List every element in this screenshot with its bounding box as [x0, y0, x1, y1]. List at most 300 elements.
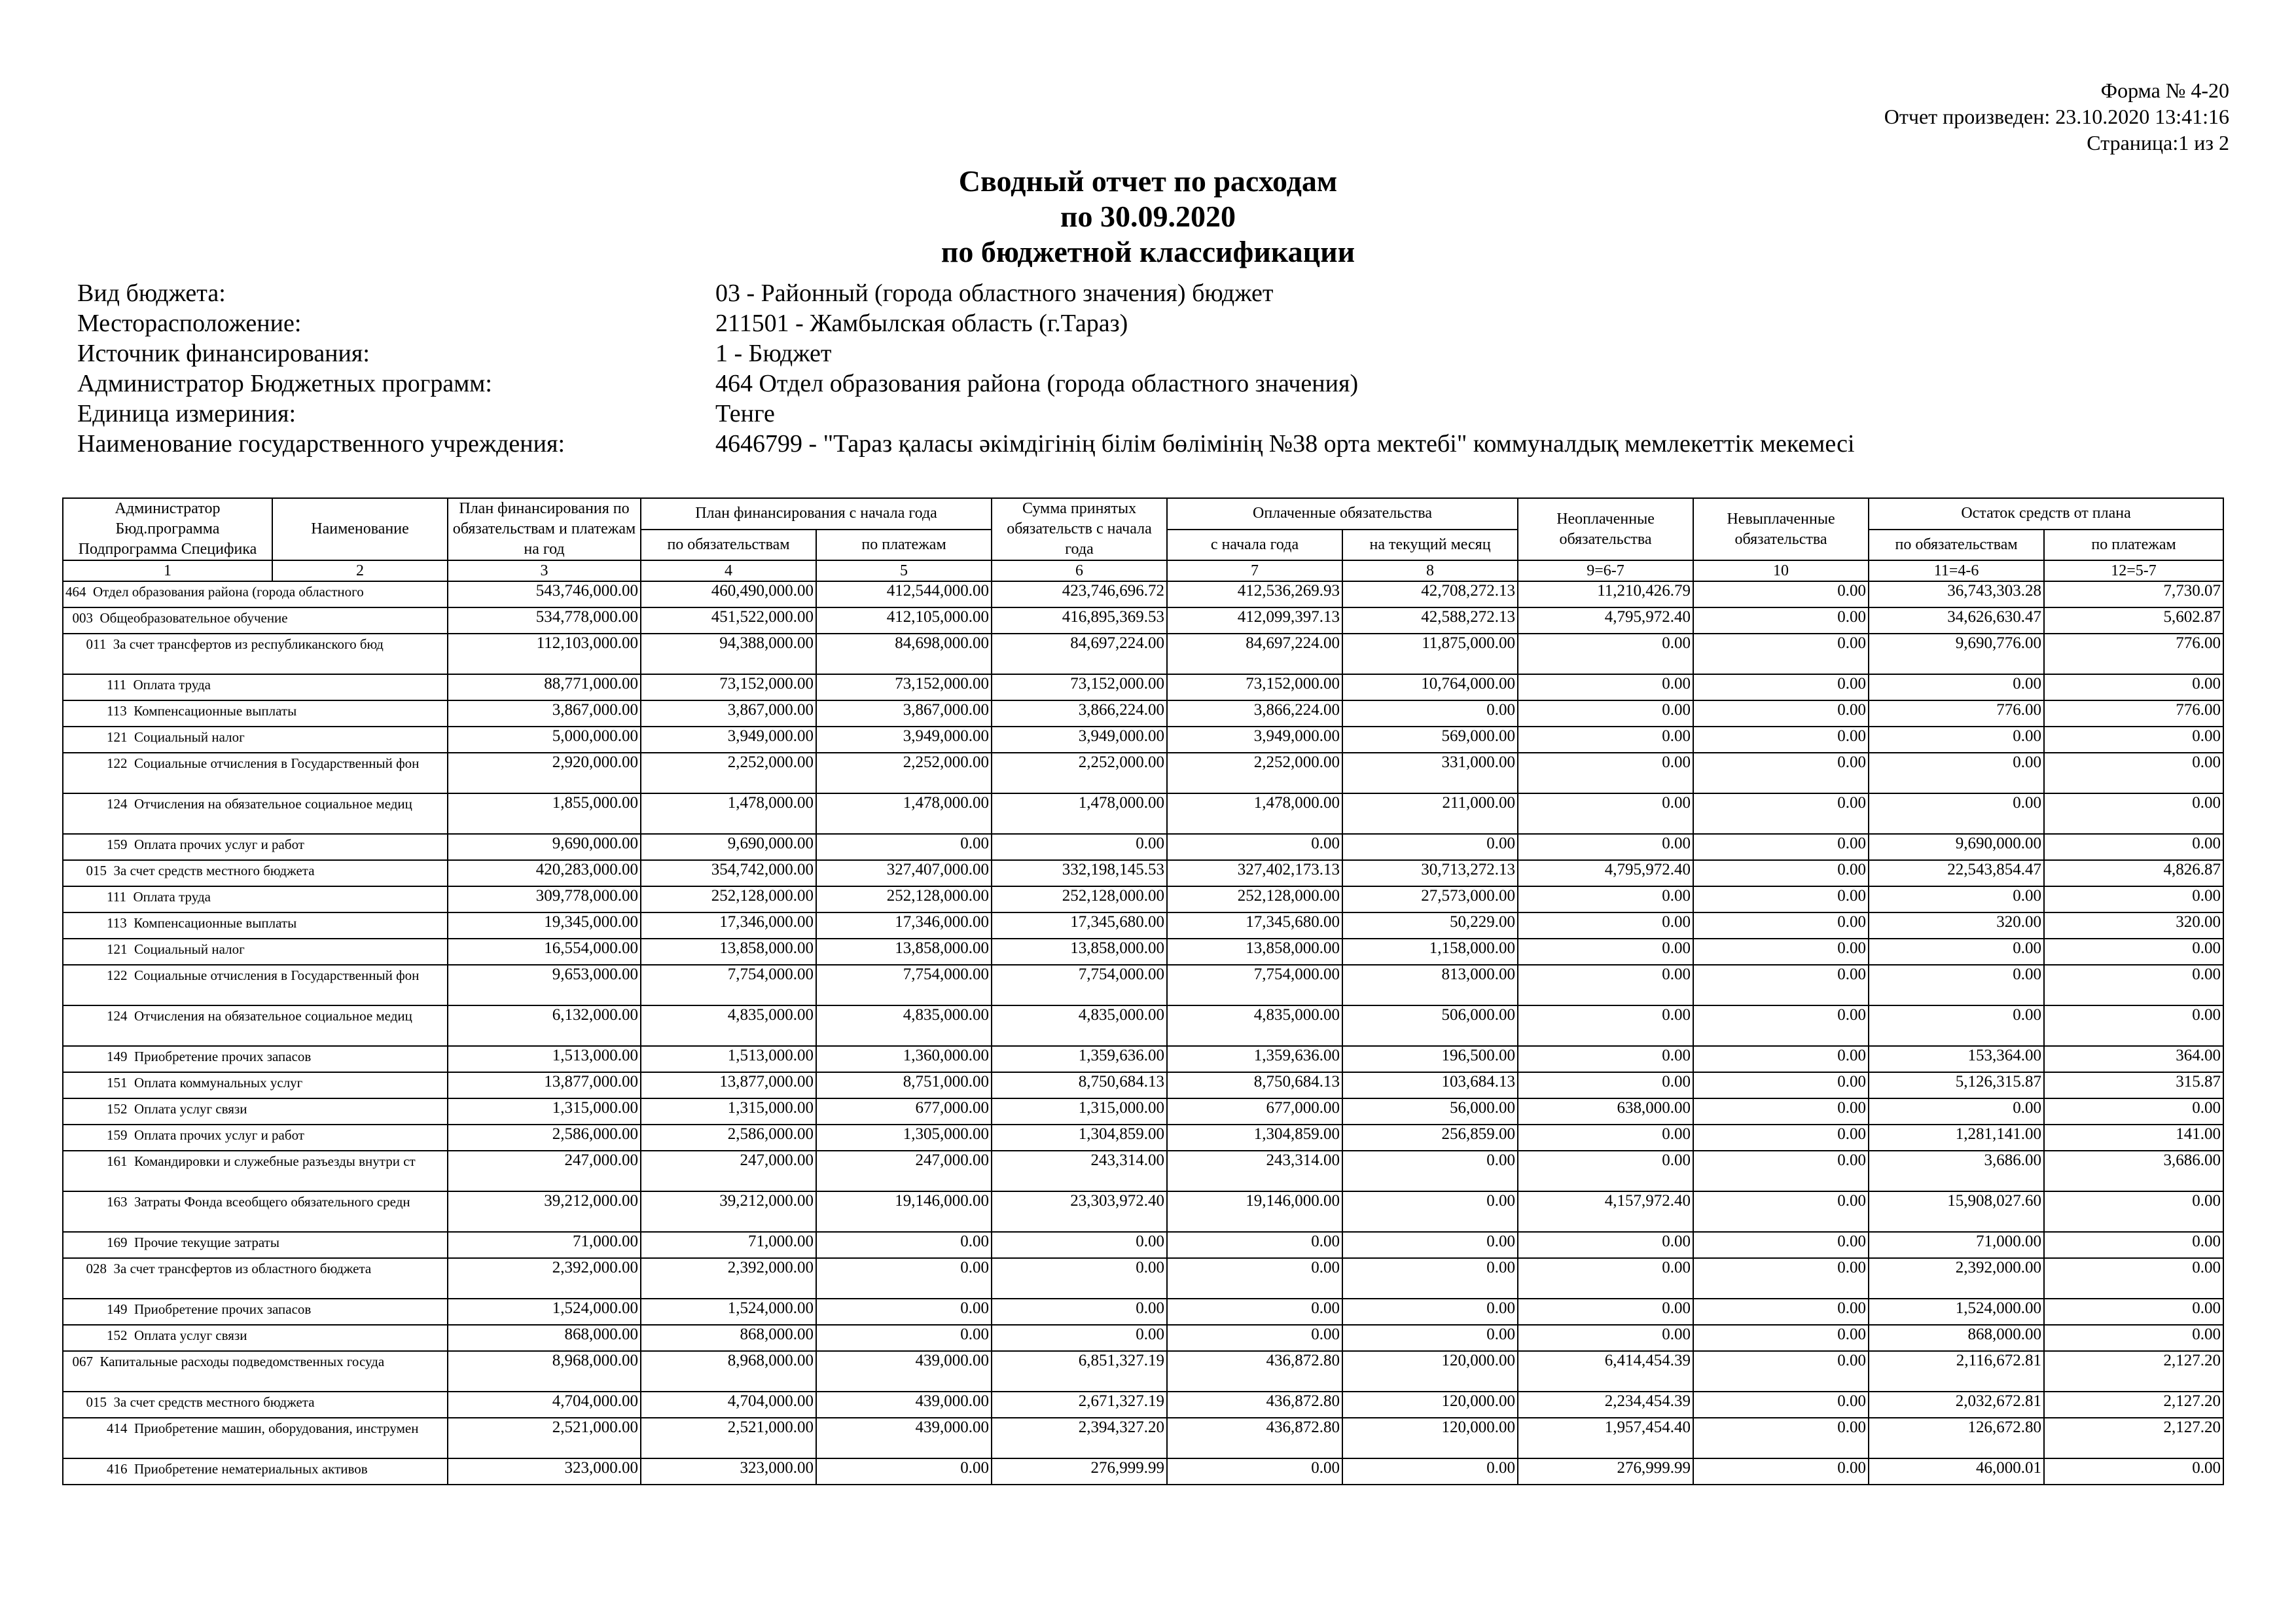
cell-value: 13,858,000.00: [816, 939, 992, 965]
row-label: 121 Социальный налог: [63, 727, 448, 753]
cell-value: 0.00: [1518, 965, 1693, 1005]
table-row: [63, 1046, 2223, 1072]
table-row: [63, 1098, 2223, 1125]
cell-value: 1,478,000.00: [816, 793, 992, 834]
cell-value: 0.00: [1693, 607, 1869, 634]
col-header-plan-obl: по обязательствам: [641, 530, 816, 561]
cell-value: 1,478,000.00: [641, 793, 816, 834]
col-header-unpaid: Неоплаченные обязательства: [1518, 498, 1693, 560]
cell-value: 0.00: [1518, 1072, 1693, 1098]
cell-value: 0.00: [2044, 1098, 2223, 1125]
cell-value: 0.00: [1693, 834, 1869, 860]
param-label: Вид бюджета:: [77, 280, 226, 307]
column-number: 8: [1342, 560, 1518, 581]
cell-value: 30,713,272.13: [1342, 860, 1518, 886]
row-label: 152 Оплата услуг связи: [63, 1098, 448, 1125]
cell-value: 0.00: [1869, 1005, 2044, 1046]
cell-value: 315.87: [2044, 1072, 2223, 1098]
cell-value: 120,000.00: [1342, 1418, 1518, 1458]
column-numbers-row: [63, 560, 2223, 581]
cell-value: 88,771,000.00: [448, 674, 641, 700]
cell-value: 112,103,000.00: [448, 634, 641, 674]
cell-value: 439,000.00: [816, 1418, 992, 1458]
cell-value: 0.00: [1693, 793, 1869, 834]
cell-value: 677,000.00: [1167, 1098, 1342, 1125]
column-number: 10: [1693, 560, 1869, 581]
cell-value: 2,394,327.20: [992, 1418, 1167, 1458]
cell-value: 320.00: [1869, 912, 2044, 939]
cell-value: 2,127.20: [2044, 1392, 2223, 1418]
cell-value: 141.00: [2044, 1125, 2223, 1151]
cell-value: 776.00: [2044, 700, 2223, 727]
cell-value: 776.00: [2044, 634, 2223, 674]
cell-value: 0.00: [2044, 1458, 2223, 1485]
cell-value: 0.00: [816, 1232, 992, 1258]
row-label: 169 Прочие текущие затраты: [63, 1232, 448, 1258]
title-line-2: по 30.09.2020: [1060, 200, 1236, 233]
cell-value: 868,000.00: [1869, 1325, 2044, 1351]
row-label: 111 Оплата труда: [63, 674, 448, 700]
cell-value: 2,032,672.81: [1869, 1392, 2044, 1418]
cell-value: 0.00: [1518, 1151, 1693, 1191]
cell-value: 4,835,000.00: [992, 1005, 1167, 1046]
cell-value: 0.00: [1167, 1325, 1342, 1351]
cell-value: 436,872.80: [1167, 1418, 1342, 1458]
row-label: 151 Оплата коммунальных услуг: [63, 1072, 448, 1098]
param-label: Месторасположение:: [77, 310, 302, 337]
cell-value: 0.00: [1518, 700, 1693, 727]
cell-value: 0.00: [1342, 1458, 1518, 1485]
cell-value: 412,105,000.00: [816, 607, 992, 634]
cell-value: 0.00: [1342, 1191, 1518, 1232]
cell-value: 0.00: [2044, 1191, 2223, 1232]
cell-value: 0.00: [1693, 1258, 1869, 1299]
cell-value: 3,867,000.00: [816, 700, 992, 727]
cell-value: 0.00: [1693, 1299, 1869, 1325]
row-label: 113 Компенсационные выплаты: [63, 700, 448, 727]
row-label: 124 Отчисления на обязательное социальное медиц: [63, 1005, 448, 1046]
cell-value: 451,522,000.00: [641, 607, 816, 634]
cell-value: 4,795,972.40: [1518, 607, 1693, 634]
cell-value: 17,346,000.00: [816, 912, 992, 939]
cell-value: 252,128,000.00: [816, 886, 992, 912]
cell-value: 3,867,000.00: [641, 700, 816, 727]
cell-value: 0.00: [1342, 1151, 1518, 1191]
col-header-paid-month: на текущий месяц: [1342, 530, 1518, 561]
cell-value: 50,229.00: [1342, 912, 1518, 939]
cell-value: 1,158,000.00: [1342, 939, 1518, 965]
cell-value: 0.00: [1693, 1458, 1869, 1485]
cell-value: 0.00: [2044, 727, 2223, 753]
col-header-admin: Администратор Бюд.программа Подпрограмма Специфика: [63, 498, 272, 560]
cell-value: 9,690,000.00: [641, 834, 816, 860]
cell-value: 1,304,859.00: [1167, 1125, 1342, 1151]
column-number: 2: [272, 560, 448, 581]
cell-value: 412,536,269.93: [1167, 581, 1342, 607]
row-label: 122 Социальные отчисления в Государственный фон: [63, 753, 448, 793]
table-row: [63, 581, 2223, 607]
table-row: [63, 834, 2223, 860]
cell-value: 0.00: [1518, 1125, 1693, 1151]
cell-value: 0.00: [1693, 581, 1869, 607]
cell-value: 256,859.00: [1342, 1125, 1518, 1151]
row-label: 124 Отчисления на обязательное социальное медиц: [63, 793, 448, 834]
param-row: [77, 429, 1855, 459]
cell-value: 0.00: [1342, 834, 1518, 860]
cell-value: 420,283,000.00: [448, 860, 641, 886]
cell-value: 0.00: [1693, 1351, 1869, 1392]
cell-value: 0.00: [1518, 1232, 1693, 1258]
param-value: 1 - Бюджет: [715, 340, 832, 367]
row-label: 152 Оплата услуг связи: [63, 1325, 448, 1351]
cell-value: 2,392,000.00: [1869, 1258, 2044, 1299]
cell-value: 0.00: [2044, 886, 2223, 912]
cell-value: 331,000.00: [1342, 753, 1518, 793]
cell-value: 0.00: [2044, 965, 2223, 1005]
cell-value: 10,764,000.00: [1342, 674, 1518, 700]
cell-value: 126,672.80: [1869, 1418, 2044, 1458]
row-label: 015 За счет средств местного бюджета: [63, 1392, 448, 1418]
cell-value: 0.00: [1693, 1005, 1869, 1046]
cell-value: 0.00: [1342, 1325, 1518, 1351]
column-number: 7: [1167, 560, 1342, 581]
cell-value: 3,686.00: [1869, 1151, 2044, 1191]
title-line-3: по бюджетной классификации: [941, 235, 1355, 268]
col-header-accepted: Сумма принятых обязательств с начала года: [992, 498, 1167, 560]
cell-value: 0.00: [992, 1258, 1167, 1299]
cell-value: 6,132,000.00: [448, 1005, 641, 1046]
cell-value: 543,746,000.00: [448, 581, 641, 607]
table-row: [63, 1005, 2223, 1046]
cell-value: 0.00: [2044, 1325, 2223, 1351]
cell-value: 2,127.20: [2044, 1418, 2223, 1458]
cell-value: 2,920,000.00: [448, 753, 641, 793]
form-number: Форма № 4-20: [2100, 79, 2229, 102]
column-number: 9=6-7: [1518, 560, 1693, 581]
cell-value: 0.00: [2044, 1299, 2223, 1325]
cell-value: 8,750,684.13: [1167, 1072, 1342, 1098]
table-row: [63, 1125, 2223, 1151]
col-header-plan: План финансирования по обязательствам и платежам на год: [448, 498, 641, 560]
cell-value: 196,500.00: [1342, 1046, 1518, 1072]
cell-value: 0.00: [1518, 834, 1693, 860]
cell-value: 94,388,000.00: [641, 634, 816, 674]
cell-value: 1,524,000.00: [448, 1299, 641, 1325]
cell-value: 17,345,680.00: [1167, 912, 1342, 939]
cell-value: 1,524,000.00: [641, 1299, 816, 1325]
expenses-table: [62, 497, 2224, 1485]
cell-value: 323,000.00: [641, 1458, 816, 1485]
cell-value: 5,602.87: [2044, 607, 2223, 634]
cell-value: 71,000.00: [1869, 1232, 2044, 1258]
row-label: 122 Социальные отчисления в Государственный фон: [63, 965, 448, 1005]
cell-value: 2,252,000.00: [1167, 753, 1342, 793]
cell-value: 813,000.00: [1342, 965, 1518, 1005]
cell-value: 73,152,000.00: [816, 674, 992, 700]
cell-value: 868,000.00: [641, 1325, 816, 1351]
report-title: [0, 164, 2296, 270]
cell-value: 1,359,636.00: [992, 1046, 1167, 1072]
cell-value: 0.00: [816, 834, 992, 860]
param-value: 464 Отдел образования района (города областного значения): [715, 370, 1359, 397]
cell-value: 13,877,000.00: [448, 1072, 641, 1098]
cell-value: 320.00: [2044, 912, 2223, 939]
cell-value: 73,152,000.00: [992, 674, 1167, 700]
table-row: [63, 674, 2223, 700]
table-row: [63, 1191, 2223, 1232]
col-header-plan-start: План финансирования с начала года: [641, 498, 992, 530]
cell-value: 0.00: [1167, 1258, 1342, 1299]
generated-timestamp: Отчет произведен: 23.10.2020 13:41:16: [1884, 105, 2229, 128]
row-label: 163 Затраты Фонда всеобщего обязательного средн: [63, 1191, 448, 1232]
cell-value: 5,000,000.00: [448, 727, 641, 753]
table-header: [63, 498, 2223, 581]
cell-value: 677,000.00: [816, 1098, 992, 1125]
cell-value: 1,957,454.40: [1518, 1418, 1693, 1458]
cell-value: 0.00: [1869, 674, 2044, 700]
cell-value: 1,315,000.00: [448, 1098, 641, 1125]
cell-value: 0.00: [1167, 834, 1342, 860]
cell-value: 0.00: [1693, 965, 1869, 1005]
param-row: [77, 399, 1855, 429]
cell-value: 6,414,454.39: [1518, 1351, 1693, 1392]
cell-value: 1,478,000.00: [1167, 793, 1342, 834]
cell-value: 506,000.00: [1342, 1005, 1518, 1046]
cell-value: 19,146,000.00: [1167, 1191, 1342, 1232]
col-header-notpaid: Невыплаченные обязательства: [1693, 498, 1869, 560]
cell-value: 252,128,000.00: [1167, 886, 1342, 912]
cell-value: 0.00: [1869, 939, 2044, 965]
param-label: Наименование государственного учреждения:: [77, 430, 565, 458]
row-label: 011 За счет трансфертов из республиканского бюд: [63, 634, 448, 674]
cell-value: 416,895,369.53: [992, 607, 1167, 634]
col-header-rest-pay: по платежам: [2044, 530, 2223, 561]
cell-value: 0.00: [1693, 1325, 1869, 1351]
cell-value: 39,212,000.00: [641, 1191, 816, 1232]
cell-value: 73,152,000.00: [641, 674, 816, 700]
cell-value: 0.00: [1869, 965, 2044, 1005]
cell-value: 0.00: [1693, 700, 1869, 727]
cell-value: 11,210,426.79: [1518, 581, 1693, 607]
cell-value: 120,000.00: [1342, 1392, 1518, 1418]
cell-value: 2,127.20: [2044, 1351, 2223, 1392]
cell-value: 0.00: [816, 1325, 992, 1351]
cell-value: 27,573,000.00: [1342, 886, 1518, 912]
cell-value: 22,543,854.47: [1869, 860, 2044, 886]
row-label: 113 Компенсационные выплаты: [63, 912, 448, 939]
cell-value: 0.00: [816, 1299, 992, 1325]
col-header-paid-start: с начала года: [1167, 530, 1342, 561]
cell-value: 0.00: [1693, 1418, 1869, 1458]
param-row: [77, 369, 1855, 399]
cell-value: 17,345,680.00: [992, 912, 1167, 939]
cell-value: 0.00: [2044, 753, 2223, 793]
cell-value: 0.00: [1869, 793, 2044, 834]
cell-value: 2,252,000.00: [816, 753, 992, 793]
cell-value: 0.00: [1693, 1046, 1869, 1072]
cell-value: 423,746,696.72: [992, 581, 1167, 607]
cell-value: 7,754,000.00: [816, 965, 992, 1005]
cell-value: 247,000.00: [641, 1151, 816, 1191]
cell-value: 0.00: [992, 834, 1167, 860]
cell-value: 16,554,000.00: [448, 939, 641, 965]
param-value: 4646799 - "Тараз қаласы әкімдігінің білім бөлімінің №38 орта мектебі" коммуналдық мемлекеттік мекемесі: [715, 430, 1855, 458]
cell-value: 0.00: [1342, 1299, 1518, 1325]
row-label: 111 Оплата труда: [63, 886, 448, 912]
cell-value: 0.00: [1342, 700, 1518, 727]
row-label: 003 Общеобразовательное обучение: [63, 607, 448, 634]
cell-value: 7,754,000.00: [992, 965, 1167, 1005]
col-header-paid: Оплаченные обязательства: [1167, 498, 1518, 530]
cell-value: 0.00: [1869, 1098, 2044, 1125]
cell-value: 13,858,000.00: [1167, 939, 1342, 965]
cell-value: 412,099,397.13: [1167, 607, 1342, 634]
table-row: [63, 886, 2223, 912]
cell-value: 0.00: [1518, 1325, 1693, 1351]
table-row: [63, 634, 2223, 674]
cell-value: 868,000.00: [448, 1325, 641, 1351]
cell-value: 436,872.80: [1167, 1392, 1342, 1418]
cell-value: 71,000.00: [641, 1232, 816, 1258]
row-label: 159 Оплата прочих услуг и работ: [63, 834, 448, 860]
row-label: 149 Приобретение прочих запасов: [63, 1046, 448, 1072]
report-meta: [1884, 77, 2229, 156]
cell-value: 4,704,000.00: [641, 1392, 816, 1418]
cell-value: 0.00: [1518, 1258, 1693, 1299]
cell-value: 0.00: [1518, 1046, 1693, 1072]
cell-value: 4,835,000.00: [641, 1005, 816, 1046]
col-header-rest: Остаток средств от плана: [1869, 498, 2223, 530]
column-number: 12=5-7: [2044, 560, 2223, 581]
cell-value: 4,826.87: [2044, 860, 2223, 886]
cell-value: 7,754,000.00: [641, 965, 816, 1005]
cell-value: 0.00: [1693, 727, 1869, 753]
table-row: [63, 1072, 2223, 1098]
col-header-name: Наименование: [272, 498, 448, 560]
row-label: 015 За счет средств местного бюджета: [63, 860, 448, 886]
cell-value: 0.00: [1693, 939, 1869, 965]
row-label: 159 Оплата прочих услуг и работ: [63, 1125, 448, 1151]
cell-value: 0.00: [1518, 1299, 1693, 1325]
cell-value: 0.00: [992, 1299, 1167, 1325]
cell-value: 412,544,000.00: [816, 581, 992, 607]
cell-value: 0.00: [1693, 886, 1869, 912]
column-number: 4: [641, 560, 816, 581]
cell-value: 15,908,027.60: [1869, 1191, 2044, 1232]
cell-value: 17,346,000.00: [641, 912, 816, 939]
cell-value: 2,234,454.39: [1518, 1392, 1693, 1418]
cell-value: 0.00: [1693, 674, 1869, 700]
cell-value: 8,750,684.13: [992, 1072, 1167, 1098]
cell-value: 2,586,000.00: [641, 1125, 816, 1151]
cell-value: 0.00: [1693, 1151, 1869, 1191]
cell-value: 2,586,000.00: [448, 1125, 641, 1151]
row-label: 416 Приобретение нематериальных активов: [63, 1458, 448, 1485]
table-row: [63, 1232, 2223, 1258]
cell-value: 1,513,000.00: [641, 1046, 816, 1072]
cell-value: 0.00: [816, 1258, 992, 1299]
cell-value: 1,524,000.00: [1869, 1299, 2044, 1325]
table-row: [63, 753, 2223, 793]
cell-value: 0.00: [1518, 886, 1693, 912]
cell-value: 1,315,000.00: [641, 1098, 816, 1125]
table-row: [63, 607, 2223, 634]
column-number: 6: [992, 560, 1167, 581]
cell-value: 0.00: [1869, 753, 2044, 793]
cell-value: 120,000.00: [1342, 1351, 1518, 1392]
cell-value: 0.00: [2044, 834, 2223, 860]
cell-value: 0.00: [1518, 939, 1693, 965]
row-label: 161 Командировки и служебные разъезды внутри ст: [63, 1151, 448, 1191]
report-parameters: [77, 278, 1855, 459]
cell-value: 0.00: [1693, 1392, 1869, 1418]
cell-value: 364.00: [2044, 1046, 2223, 1072]
cell-value: 19,345,000.00: [448, 912, 641, 939]
table-row: [63, 1258, 2223, 1299]
cell-value: 252,128,000.00: [641, 886, 816, 912]
cell-value: 252,128,000.00: [992, 886, 1167, 912]
cell-value: 5,126,315.87: [1869, 1072, 2044, 1098]
cell-value: 0.00: [2044, 1005, 2223, 1046]
param-label: Источник финансирования:: [77, 340, 370, 367]
cell-value: 0.00: [1693, 912, 1869, 939]
table-row: [63, 1299, 2223, 1325]
cell-value: 1,304,859.00: [992, 1125, 1167, 1151]
cell-value: 3,949,000.00: [816, 727, 992, 753]
cell-value: 534,778,000.00: [448, 607, 641, 634]
cell-value: 0.00: [2044, 793, 2223, 834]
cell-value: 276,999.99: [1518, 1458, 1693, 1485]
cell-value: 9,653,000.00: [448, 965, 641, 1005]
cell-value: 7,754,000.00: [1167, 965, 1342, 1005]
cell-value: 1,315,000.00: [992, 1098, 1167, 1125]
cell-value: 243,314.00: [1167, 1151, 1342, 1191]
cell-value: 13,858,000.00: [992, 939, 1167, 965]
cell-value: 0.00: [1693, 1232, 1869, 1258]
cell-value: 332,198,145.53: [992, 860, 1167, 886]
row-label: 121 Социальный налог: [63, 939, 448, 965]
cell-value: 327,402,173.13: [1167, 860, 1342, 886]
cell-value: 0.00: [992, 1325, 1167, 1351]
column-number: 1: [63, 560, 272, 581]
cell-value: 11,875,000.00: [1342, 634, 1518, 674]
cell-value: 8,751,000.00: [816, 1072, 992, 1098]
cell-value: 84,697,224.00: [1167, 634, 1342, 674]
cell-value: 436,872.80: [1167, 1351, 1342, 1392]
cell-value: 327,407,000.00: [816, 860, 992, 886]
table-row: [63, 1325, 2223, 1351]
table-row: [63, 912, 2223, 939]
cell-value: 0.00: [1518, 674, 1693, 700]
param-label: Администратор Бюджетных программ:: [77, 370, 492, 397]
param-label: Единица измериния:: [77, 400, 296, 427]
cell-value: 84,698,000.00: [816, 634, 992, 674]
cell-value: 2,392,000.00: [448, 1258, 641, 1299]
cell-value: 9,690,776.00: [1869, 634, 2044, 674]
table-row: [63, 727, 2223, 753]
cell-value: 103,684.13: [1342, 1072, 1518, 1098]
param-row: [77, 338, 1855, 369]
cell-value: 0.00: [2044, 1258, 2223, 1299]
cell-value: 2,252,000.00: [641, 753, 816, 793]
cell-value: 71,000.00: [448, 1232, 641, 1258]
table-row: [63, 700, 2223, 727]
cell-value: 84,697,224.00: [992, 634, 1167, 674]
cell-value: 1,305,000.00: [816, 1125, 992, 1151]
cell-value: 569,000.00: [1342, 727, 1518, 753]
page-indicator: Страница:1 из 2: [2087, 131, 2229, 154]
cell-value: 0.00: [1342, 1258, 1518, 1299]
